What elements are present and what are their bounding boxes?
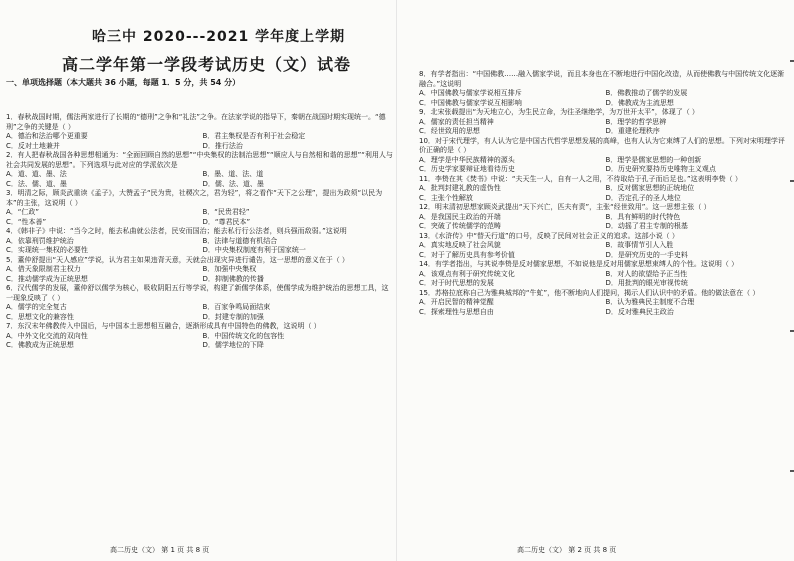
answer-option: A．真实地反映了社会风貌 (419, 241, 501, 249)
answer-option: D．推行法治 (202, 141, 243, 150)
answer-option: D．“尊君民本” (202, 217, 251, 226)
answer-option: A．开启民智的精神觉醒 (419, 298, 494, 306)
question-stem: 2．有人把春秋战国各种思想相通为：“全面回顾自然的思想”“中央集权的法制治思想”“顺应人与自然相和谐的思想”“利用人与社会共同发展的思想”。下列选项与此对应的学派依次是 (6, 151, 393, 169)
answer-option: B．理学是儒家思想的一种创新 (605, 155, 702, 164)
question-stem: 11．李贽在其《焚书》中说：“夫天生一人，自有一人之用，不待取给于孔子而后足也。”这表明李贽（ ） (419, 174, 742, 183)
answer-option: B．君主集权是否有利于社会稳定 (202, 132, 306, 140)
answer-option: D．佛教成为主流思想 (605, 98, 674, 107)
answer-option: B．墨、道、法、道 (202, 170, 264, 178)
answer-options (419, 118, 786, 137)
question-stem: 7．东汉末年佛教传入中国后，与中国本土思想相互融合，逐渐形成具有中国特色的佛教，这说明（ ） (6, 322, 321, 330)
question-block (419, 70, 786, 108)
answer-option: B．百家争鸣局面结束 (202, 303, 271, 311)
answer-options (419, 89, 786, 108)
answer-options (419, 270, 786, 289)
exam-page-2 (397, 0, 794, 561)
answer-option: A．道、道、墨、法 (6, 170, 67, 178)
answer-options (6, 208, 393, 227)
answer-option: B．具有鲜明的时代特色 (605, 212, 681, 221)
answer-option: D．抑制佛教的传播 (202, 274, 264, 283)
exam-title: 哈三中 2020---2021 学年度上学期 (92, 29, 346, 45)
answer-option: C．历史学家要辩证地看待历史 (419, 165, 515, 173)
question-stem: 3．明清之际，顾炎武重读《孟子》，大赞孟子“民为贵，社稷次之，君为轻”，将之看作“天下之公理”，提出为政须“以民为本”的主张，这说明（ ） (6, 189, 383, 207)
answer-option: A．理学是中华民族精神的源头 (419, 155, 515, 164)
question-stem: 10．对于宋代理学，有人认为它是中国古代哲学思想发展的高峰，也有人认为它束缚了人们的思想。下列对宋明理学评价正确的是（ ） (419, 136, 785, 154)
answer-options (6, 237, 393, 256)
answer-options (419, 241, 786, 260)
question-stem: 9．北宋张载提出“为天地立心，为生民立命，为往圣继绝学，为万世开太平”，体现了（ ） (419, 108, 699, 116)
question-block (419, 289, 786, 318)
question-block (419, 137, 786, 175)
edge-mark (790, 60, 794, 62)
answer-option: B．“民贵君轻” (202, 208, 250, 216)
answer-options (6, 332, 393, 351)
question-block (419, 203, 786, 232)
answer-option: C．中国佛教与儒家学说互相影响 (419, 98, 522, 107)
answer-option: C．探索理性与思想自由 (419, 307, 494, 316)
answer-option: A．儒学的完全复古 (6, 303, 67, 311)
answer-option: C．实现统一集权的必要性 (6, 246, 88, 254)
question-block (6, 322, 393, 351)
answer-option: C．对于了解历史具有参考价值 (419, 250, 515, 259)
answer-option: B．故事情节引人入胜 (605, 241, 674, 249)
answer-option: A．德治和法治哪个更重要 (6, 132, 88, 140)
question-block (6, 227, 393, 256)
answer-options (419, 184, 786, 203)
answer-option: B．法律与道德有机结合 (202, 236, 278, 245)
question-block (419, 108, 786, 137)
page-footer-2: 高二历史（文） 第 2 页 共 8 页 (517, 546, 617, 554)
answer-options (6, 303, 393, 322)
answer-option: C．“性本善” (6, 217, 47, 226)
answer-options (419, 156, 786, 175)
answer-option: A．依靠刑罚维护统治 (6, 236, 74, 245)
answer-options (6, 170, 393, 189)
answer-option: D．动摇了君主专制的根基 (605, 222, 688, 230)
question-block (6, 113, 393, 151)
answer-option: C．对于时代思想的发展 (419, 279, 494, 287)
question-stem: 12．明末清初思想家顾炎武提出“天下兴亡，匹夫有责”，主张“经世致用”。这一思想主张（ ） (419, 203, 711, 211)
answer-option: A．儒家的责任担当精神 (419, 117, 494, 126)
question-block (6, 151, 393, 189)
scan-edge-marks (788, 0, 794, 561)
answer-option: A．批判封建礼教的虚伪性 (419, 184, 501, 192)
question-block (6, 284, 393, 322)
answer-option: D．历史研究要持历史唯物主义观点 (605, 165, 716, 173)
answer-option: D．中央集权制度有利于国家统一 (202, 246, 306, 254)
answer-option: D．是研究历史的一手史料 (605, 250, 688, 259)
page-footer-1: 高二历史（文） 第 1 页 共 8 页 (110, 546, 210, 554)
answer-option: A．是我国民主政治的开端 (419, 212, 501, 221)
answer-option: B．理学的哲学思辨 (605, 117, 667, 126)
answer-option: C．法、儒、道、墨 (6, 179, 67, 188)
answer-option: B．对人的欲望给予正当性 (605, 269, 688, 278)
question-stem: 1．春秋战国时期，儒法两家进行了长期的“德刑”之争和“礼法”之争。在法家学说的指导下，秦朝在战国时期实现统一。“德刑”之争的关键是（ ） (6, 113, 386, 131)
question-block (6, 189, 393, 227)
answer-option: C．经世致用的思想 (419, 127, 480, 135)
question-stem: 5．董仲舒提出“天人感应”学说，认为君主如果违背天意，天就会出现灾异进行谴告，这一思想的意义在于（ ） (6, 255, 349, 264)
answer-option: C．佛教成为正统思想 (6, 341, 74, 349)
question-stem: 6．汉代儒学的发展，董仲舒以儒学为核心，吸收阴阳五行等学说，构建了新儒学体系，使儒学成为维护统治的思想工具，这一现象反映了（ ） (6, 284, 389, 302)
question-block (419, 232, 786, 261)
answer-option: A．借天象限制君主权力 (6, 265, 81, 273)
answer-option: D．反对雅典民主政治 (605, 307, 674, 316)
question-block (419, 175, 786, 204)
answer-option: D．儒、法、道、墨 (202, 179, 264, 188)
edge-mark (790, 330, 794, 332)
answer-option: C．思想文化的兼容性 (6, 312, 74, 321)
answer-options (6, 265, 393, 284)
answer-option: B．佛教推动了儒学的发展 (605, 89, 688, 97)
edge-mark (790, 470, 794, 472)
answer-option: A．中外文化交流的双向性 (6, 331, 88, 340)
question-list-page-1 (6, 113, 393, 351)
edge-mark (790, 180, 794, 182)
question-list-page-2 (419, 70, 786, 317)
answer-options (419, 213, 786, 232)
section-heading: 一、单项选择题（本大题共 36 小题，每题 1．5 分，共 54 分） (6, 78, 241, 87)
answer-option: C．推动儒学成为正统思想 (6, 274, 88, 283)
answer-option: C．突破了传统儒学的范畴 (419, 222, 501, 230)
answer-option: B．加强中央集权 (202, 265, 257, 273)
answer-option: D．用批判的眼光审视传统 (605, 279, 688, 287)
question-block (6, 256, 393, 285)
answer-option: D．儒学地位的下降 (202, 341, 264, 349)
answer-option: A．“仁政” (6, 208, 40, 216)
question-stem: 14．有学者指出，与其说李贽是反对儒家思想，不如说他是反对用儒家思想束缚人的个性。这说明（ ） (419, 260, 739, 268)
exam-subtitle: 高二学年第一学段考试历史（文）试卷 (62, 55, 352, 74)
answer-options (6, 132, 393, 151)
answer-option: B．认为雅典民主制度不合理 (605, 298, 695, 306)
question-stem: 8．有学者指出：“中国佛教……融入儒家学说，而且本身也在不断地进行中国化改造，从而使佛教与中国传统文化逐渐融合。”这说明 (419, 70, 785, 88)
answer-option: B．反对儒家思想的正统地位 (605, 184, 695, 192)
answer-option: C．主张个性解放 (419, 193, 473, 202)
answer-option: D．重建伦理秩序 (605, 127, 660, 135)
answer-option: D．封建专制的加强 (202, 312, 264, 321)
answer-option: B．中国传统文化的包容性 (202, 331, 285, 340)
question-block (419, 260, 786, 289)
question-stem: 13．《水浒传》中“替天行道”的口号，反映了民间对社会正义的追求。这部小说（ ） (419, 231, 679, 240)
answer-option: D．否定孔子的圣人地位 (605, 193, 681, 202)
answer-option: A．中国佛教与儒家学说相互排斥 (419, 89, 522, 97)
question-stem: 15．苏格拉底称自己为雅典城邦的“牛虻”，他不断地向人们提问，揭示人们认识中的矛盾。他的做法意在（ ） (419, 288, 760, 297)
question-stem: 4．《韩非子》中说：“当今之时，能去私曲就公法者，民安而国治；能去私行行公法者，则兵强而敌弱。”这说明 (6, 227, 347, 235)
answer-options (419, 298, 786, 317)
answer-option: C．反对土地兼并 (6, 141, 60, 150)
answer-option: A．该观点有利于研究传统文化 (419, 269, 515, 278)
